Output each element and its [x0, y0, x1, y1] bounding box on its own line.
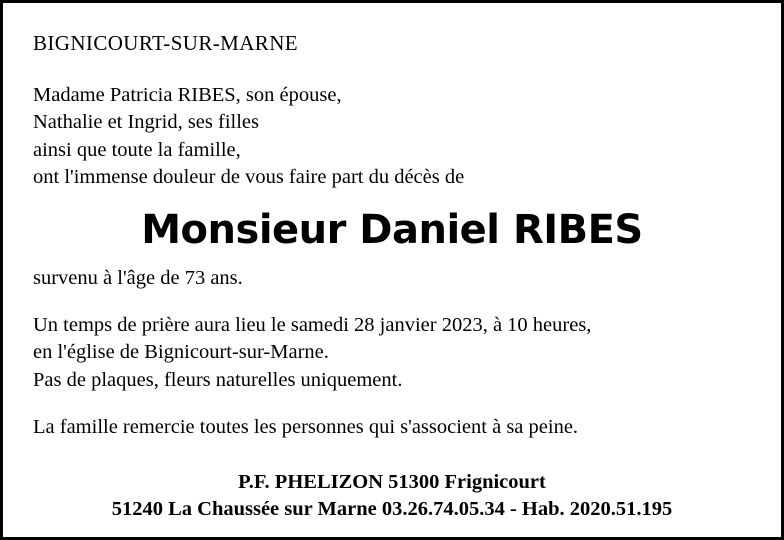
- ceremony-line: Pas de plaques, fleurs naturelles uniquement.: [33, 368, 403, 391]
- announcement-line: ainsi que toute la famille,: [33, 138, 241, 161]
- ceremony-line: Un temps de prière aura lieu le samedi 28 janvier 2023, à 10 heures,: [33, 314, 592, 336]
- footer-line: P.F. PHELIZON 51300 Frignicourt: [238, 470, 546, 493]
- ceremony-block: [33, 312, 751, 394]
- announcement-line: Nathalie et Ingrid, ses filles: [33, 111, 260, 134]
- thanks-line: La famille remercie toutes les personnes qui s'associent à sa peine.: [33, 415, 579, 438]
- locality-heading: BIGNICOURT-SUR-MARNE: [33, 31, 298, 55]
- announcement-block: [33, 82, 751, 191]
- ceremony-line: en l'église de Bignicourt-sur-Marne.: [33, 341, 329, 364]
- age-line: survenu à l'âge de 73 ans.: [33, 267, 243, 289]
- announcement-line: Madame Patricia RIBES, son épouse,: [33, 84, 342, 106]
- footer-line: 51240 La Chaussée sur Marne 03.26.74.05.34 - Hab. 2020.51.195: [111, 497, 673, 520]
- deceased-name: Monsieur Daniel RIBES: [141, 207, 643, 253]
- funeral-home-footer: [33, 469, 751, 523]
- announcement-line: ont l'immense douleur de vous faire part du décès de: [33, 165, 465, 188]
